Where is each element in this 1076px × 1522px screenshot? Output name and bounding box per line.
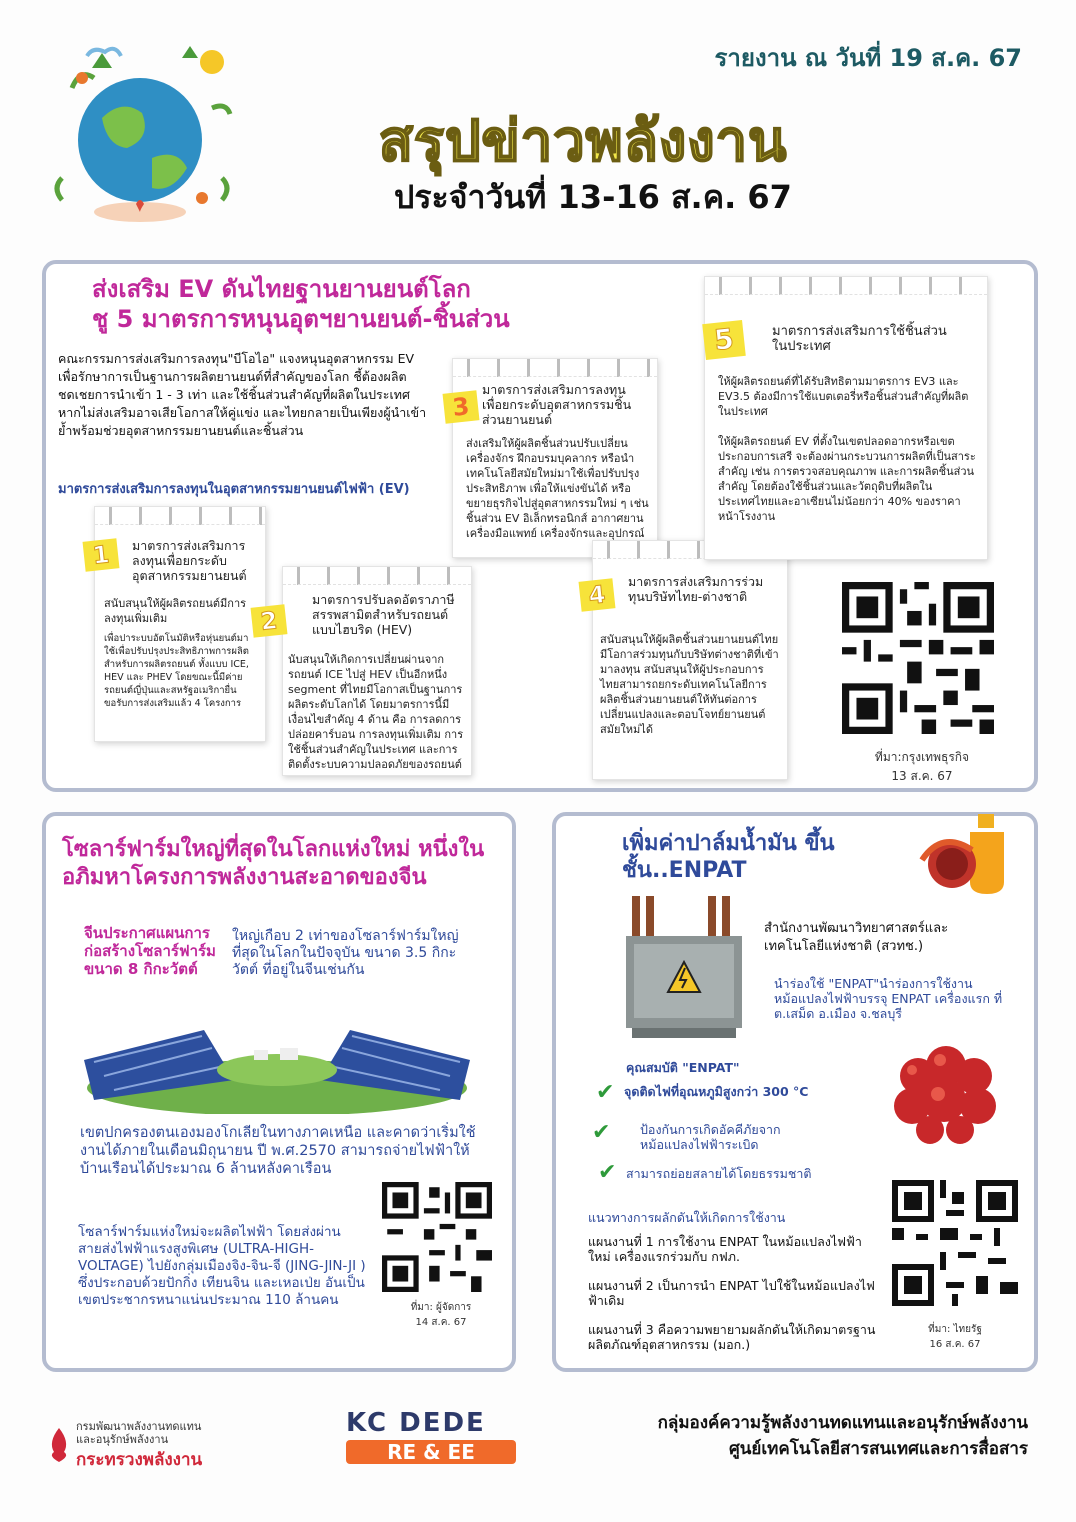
checkmark-icon: ✔ (596, 1080, 615, 1105)
measure-title: มาตรการปรับลดอัตราภาษีสรรพสามิตสำหรับรถยนต์แบบไฮบริด (HEV) (312, 592, 455, 637)
source-name: ที่มา:กรุงเทพธุรกิจ (874, 750, 970, 764)
ministry-logo (48, 1420, 202, 1473)
measure-title: มาตรการส่งเสริมการร่วมทุนบริษัทไทย-ต่างชาติ (628, 574, 764, 604)
measure-body: ส่งเสริมให้ผู้ผลิตชิ้นส่วนปรับเปลี่ยนเครื่องจักร ฝึกอบรมบุคลากร หรือนำเทคโนโลยีสมัยใหม่มาใช้เพื่อปรับปรุงประสิทธิภาพ เพื่อให้แข่งขันได้ หรือขยายธุรกิจไปสู่อุตสาหกรรมใหม่ ๆ เช่น ชิ้นส่วน EV อิเล็กทรอนิกส์ อากาศยาน เครื่องมือแพทย์ เครื่องจักรและอุปกรณ์ (466, 437, 649, 540)
solar-farm-illustration (84, 1010, 470, 1114)
notebook-spiral (95, 507, 265, 525)
source-date: 14 ส.ค. 67 (415, 1317, 467, 1328)
qr-code[interactable] (842, 582, 994, 734)
source-date: 13 ส.ค. 67 (891, 769, 953, 783)
measure-body-detail: เพื่อปาระบบอัตโนมัติหรือหุ่นยนต์มาใช้เพื่อปรับปรุงประสิทธิภาพการผลิตสำหรับการผลิตรถยนต์ ทั้งแบบ ICE, HEV และ PHEV โดยขณะนี้มีค่ายรถยนต์ญี่ปุ่นและสหรัฐอเมริกายื่นขอรับการส่งเสริมแล้ว 4 โครงการ (104, 633, 249, 709)
ministry-name-line3: กระทรวงพลังงาน (76, 1450, 203, 1470)
solar-location-text: เขตปกครองตนเองมองโกเลียในทางภาคเหนือ และคาดว่าเริ่มใช้งานได้ภายในเดือนมิถุนายน ปี พ.ศ.2570 สามารถจ่ายไฟฟ้าให้บ้านเรือนได้ประมาณ 6 ล้านหลังคาเรือน (80, 1125, 476, 1177)
measure-number-badge: 1 (83, 538, 120, 571)
report-date: รายงาน ณ วันที่ 19 ส.ค. 67 (714, 44, 1022, 72)
checkmark-icon: ✔ (598, 1160, 617, 1185)
qr-code[interactable] (382, 1182, 492, 1292)
palm-plans-heading: แนวทางการผลักดันให้เกิดการใช้งาน (588, 1210, 786, 1225)
ministry-name-line2: และอนุรักษ์พลังงาน (76, 1433, 169, 1446)
measure-number-badge: 2 (251, 604, 288, 637)
palm-oil-illustration (918, 810, 1018, 902)
checkmark-icon: ✔ (592, 1120, 611, 1145)
footer-group-name: กลุ่มองค์ความรู้พลังงานทดแทนและอนุรักษ์พลังงาน (657, 1413, 1028, 1433)
palm-property: จุดติดไฟที่อุณหภูมิสูงกว่า 300 °C (624, 1084, 809, 1099)
ev-headline-line2: ชู 5 มาตรการหนุนอุตฯยานยนต์-ชิ้นส่วน (92, 305, 510, 333)
solar-headline: โซลาร์ฟาร์มใหญ่ที่สุดในโลกแห่งใหม่ หนึ่งในอภิมหาโครงการพลังงานสะอาดของจีน (62, 837, 485, 890)
ev-headline (92, 274, 562, 334)
ev-source (842, 748, 1002, 786)
palm-property: ป้องกันการเกิดอัคคีภัยจากหม้อแปลงไฟฟ้าระเบิด (640, 1122, 781, 1152)
palm-plan: แผนงานที่ 2 เป็นการนำ ENPAT ไปใช้ในหม้อแปลงไฟฟ้าเดิม (588, 1278, 875, 1308)
measure-title: มาตรการส่งเสริมการใช้ชิ้นส่วนในประเทศ (772, 324, 947, 354)
measure-number-badge: 5 (702, 320, 746, 360)
measure-body-detail: ให้ผู้ผลิตรถยนต์ EV ที่ตั้งในเขตปลอดอากรหรือเขตประกอบการเสรี จะต้องผ่านกระบวนการผลิตที่เป็นสาระสำคัญ เช่น การตรวจสอบคุณภาพ และการผลิตชิ้นส่วนสำคัญ โดยต้องใช้ชิ้นส่วนและวัตถุดิบที่ผลิตในประเทศไทยและอาเซียนไม่น้อยกว่า 40% ของราคาหน้าโรงงาน (718, 435, 976, 523)
ev-intro-text: คณะกรรมการส่งเสริมการลงทุน"บีโอไอ" แจงหนุนอุตสาหกรรม EV เพื่อรักษาการเป็นฐานการผลิตยานยนต์ที่สำคัญของโลก ชี้ต้องผลิตชดเชยการนำเข้า 1 - 3 เท่า และใช้ชิ้นส่วนสำคัญที่ผลิตในประเทศ หากไม่ส่งเสริมอาจเสียโอกาสให้คู่แข่ง และไทยกลายเป็นเพียงผู้นำเข้า ย้ำพร้อมช่วยอุตสาหกรรมยานยนต์และชิ้นส่วน (58, 351, 427, 438)
solar-announcement: จีนประกาศแผนการก่อสร้างโซลาร์ฟาร์มขนาด 8 กิกะวัตต์ (84, 924, 216, 978)
measure-body: สนับสนุนให้ผู้ผลิตรถยนต์มีการลงทุนเพิ่มเติม (104, 597, 247, 625)
ev-headline-line1: ส่งเสริม EV ดันไทยฐานยานยนต์โลก (92, 275, 471, 303)
page-title: สรุปข่าวพลังงาน (378, 109, 788, 174)
footer-credits (658, 1410, 1028, 1462)
source-date: 16 ส.ค. 67 (929, 1339, 981, 1350)
transformer-illustration (624, 896, 744, 1042)
notebook-spiral (705, 277, 987, 295)
palm-pilot-text: นำร่องใช้ "ENPAT"นำร่องการใช้งานหม้อแปลงไฟฟ้าบรรจุ ENPAT เครื่องแรก ที่ ต.เสม็ด อ.เมือง จ.ชลบุรี (774, 976, 1003, 1021)
kc-dede-logo (346, 1408, 516, 1464)
measure-title: มาตรการส่งเสริมการลงทุนเพื่อยกระดับอุตสาหกรรมยานยนต์ (132, 538, 247, 583)
notebook-spiral (283, 567, 471, 585)
measure-body: สนับสนุนให้ผู้ผลิตชิ้นส่วนยานยนต์ไทย มีโอกาสร่วมทุนกับบริษัทต่างชาติที่เข้ามาลงทุน สนับสนุนให้ผู้ประกอบการไทยสามารถยกระดับเทคโนโลยีการผลิตชิ้นส่วนยานยนต์ให้ทันต่อการเปลี่ยนแปลงและตอบโจทย์ยานยนต์สมัยใหม่ได้ (600, 633, 779, 736)
kc-logo-bottom: RE & EE (346, 1440, 516, 1464)
palm-organization: สำนักงานพัฒนาวิทยาศาสตร์และเทคโนโลยีแห่งชาติ (สวทช.) (764, 921, 949, 954)
measure-number-badge: 3 (443, 390, 480, 423)
measure-title: มาตรการส่งเสริมการลงทุนเพื่อยกระดับอุตสาหกรรมชิ้นส่วนยานยนต์ (482, 382, 632, 427)
kc-logo-top: KC DEDE (346, 1408, 486, 1438)
palm-headline: เพิ่มค่าปาล์มน้ำมัน ขึ้นชั้น..ENPAT (622, 831, 835, 883)
notebook-spiral (453, 359, 657, 377)
solar-comparison: ใหญ่เกือบ 2 เท่าของโซลาร์ฟาร์มใหญ่ที่สุดในโลกในปัจจุบัน ขนาด 3.5 กิกะวัตต์ ที่อยู่ในจีนเช่นกัน (232, 928, 459, 978)
palm-properties-heading: คุณสมบัติ "ENPAT" (626, 1060, 740, 1075)
footer-center-name: ศูนย์เทคโนโลยีสารสนเทศและการสื่อสาร (729, 1439, 1028, 1459)
palm-source (900, 1322, 1010, 1352)
palm-plan: แผนงานที่ 3 คือความพยายามผลักดันให้เกิดมาตรฐานผลิตภัณฑ์อุตสาหกรรม (มอก.) (588, 1322, 876, 1352)
solar-transmission-text: โซลาร์ฟาร์มแห่งใหม่จะผลิตไฟฟ้า โดยส่งผ่านสายส่งไฟฟ้าแรงสูงพิเศษ (ULTRA-HIGH-VOLTAGE) ไปยังกลุ่มเมืองจิง-จิน-จี (JING-JIN-JI ) ซึ่งประกอบด้วยปักกิ่ง เทียนจิน และเหอเป่ย อันเป็นเขตประชากรหนาแน่นประมาณ 110 ล้านคน (78, 1224, 366, 1308)
qr-code[interactable] (892, 1180, 1018, 1306)
source-name: ที่มา: ผู้จัดการ (410, 1302, 472, 1313)
measure-body: ให้ผู้ผลิตรถยนต์ที่ได้รับสิทธิตามมาตรการ EV3 และ EV3.5 ต้องมีการใช้แบตเตอรี่หรือชิ้นส่วนสำคัญที่ผลิตในประเทศ (718, 375, 969, 418)
ministry-name-line1: กรมพัฒนาพลังงานทดแทน (76, 1420, 202, 1433)
solar-source (386, 1300, 496, 1330)
measure-body: นับสนุนให้เกิดการเปลี่ยนผ่านจากรถยนต์ ICE ไปสู่ HEV เป็นอีกหนึ่ง segment ที่ไทยมีโอกาสเป็นฐานการผลิตระดับโลกได้ โดยมาตรการนี้มีเงื่อนไขสำคัญ 4 ด้าน คือ การลดการปล่อยคาร์บอน การลงทุนเพิ่มเติม การใช้ชิ้นส่วนสำคัญในประเทศ และการติดตั้งระบบความปลอดภัยของรถยนต์ (288, 653, 464, 771)
page-subtitle: ประจำวันที่ 13-16 ส.ค. 67 (394, 178, 792, 216)
palm-property: สามารถย่อยสลายได้โดยธรรมชาติ (626, 1166, 812, 1181)
flame-icon (48, 1428, 70, 1462)
palm-fruit-illustration (888, 1036, 1008, 1146)
measure-number-badge: 4 (579, 578, 616, 611)
source-name: ที่มา: ไทยรัฐ (928, 1324, 982, 1335)
palm-plan: แผนงานที่ 1 การใช้งาน ENPAT ในหม้อแปลงไฟฟ้าใหม่ เครื่องแรกร่วมกับ กฟภ. (588, 1234, 862, 1264)
ev-measures-heading: มาตรการส่งเสริมการลงทุนในอุตสาหกรรมยานยนต์ไฟฟ้า (EV) (58, 482, 410, 497)
